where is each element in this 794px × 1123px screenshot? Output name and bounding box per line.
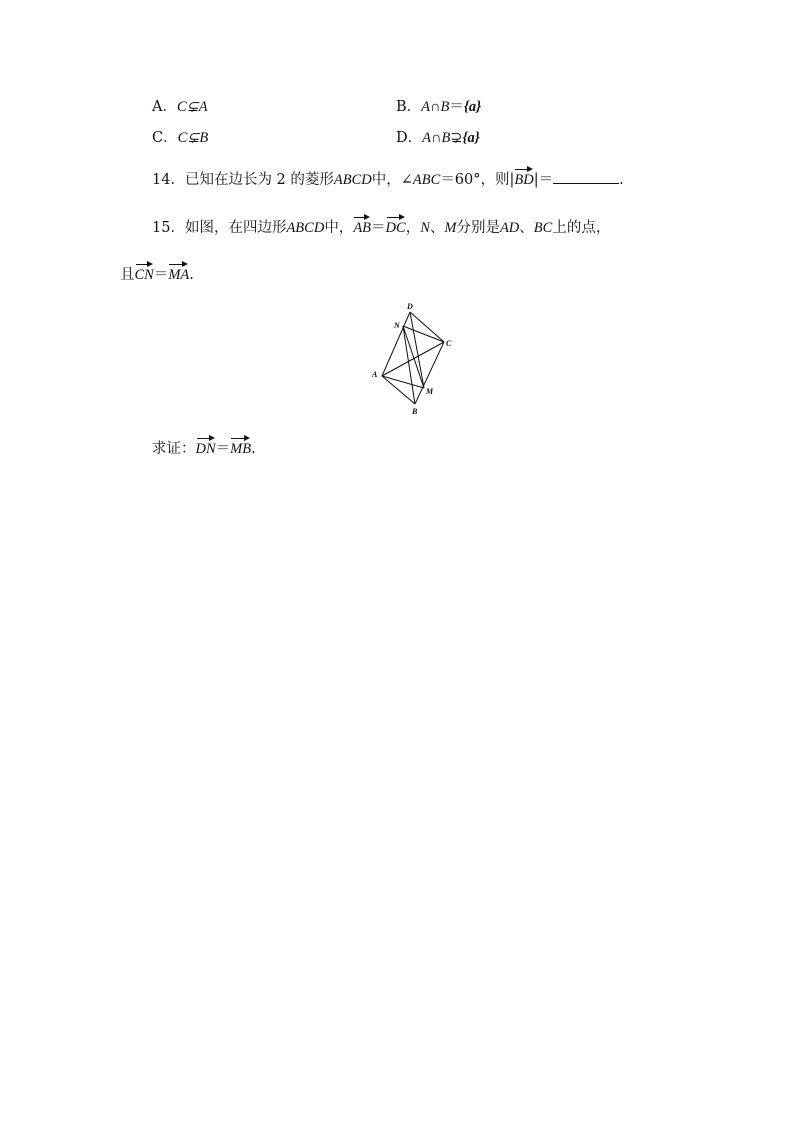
question-15: 15．如图，在四边形ABCD中，AB＝DC，N、M分别是AD、BC上的点， [152, 216, 610, 238]
label-n: N [394, 321, 400, 330]
q13-option-a: A．C⊊A [152, 99, 208, 115]
q13-option-b: B．A∩B＝{a} [396, 99, 482, 115]
q13-option-a-text: C⊊A [176, 99, 208, 115]
label-b: B [412, 407, 418, 416]
segment-dm [410, 312, 424, 388]
segment-ac [382, 342, 444, 376]
vector-dc: DC [386, 216, 406, 238]
label-c: C [446, 339, 452, 348]
label-a: A [372, 370, 378, 379]
segment-nc [403, 326, 444, 342]
vector-bd: BD [514, 168, 533, 190]
label-d: D [407, 302, 413, 311]
q13-option-c-text: C⊊B [177, 130, 209, 146]
answer-blank[interactable] [553, 169, 619, 184]
segment-nm [403, 326, 424, 388]
vector-dn: DN [196, 437, 216, 459]
vector-mb: MB [230, 437, 251, 459]
label-m: M [426, 387, 434, 396]
quadrilateral-figure [366, 298, 462, 420]
vector-ma: MA [168, 263, 189, 285]
q13-option-c: C．C⊊B [152, 130, 209, 146]
segment-nb [403, 326, 415, 404]
question-15-line2: 且CN＝MA. [120, 263, 194, 285]
q13-option-d: D．A∩B⊋{a} [396, 130, 480, 146]
proof-statement: 求证：DN＝MB. [152, 437, 256, 459]
vector-cn: CN [135, 263, 154, 285]
vector-ab: AB [353, 216, 371, 238]
question-14: 14．已知在边长为 2 的菱形ABCD中，∠ABC＝60°，则|BD|＝ . [152, 168, 624, 190]
